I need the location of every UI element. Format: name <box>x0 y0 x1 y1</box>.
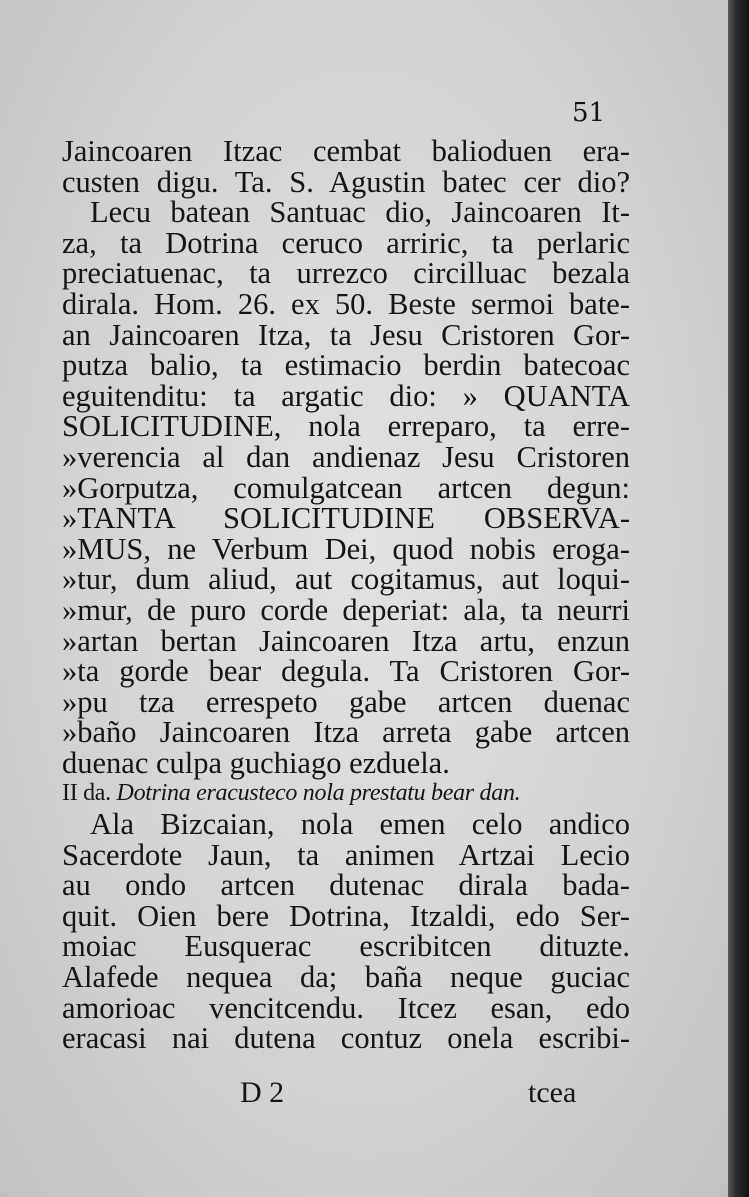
text-line: »MUS, ne Verbum Dei, quod nobis eroga- <box>62 531 630 566</box>
body-text <box>62 136 630 1054</box>
signature-mark: D 2 <box>240 1076 285 1109</box>
text-line: »baño Jaincoaren Itza arreta gabe artcen <box>62 715 630 750</box>
text-line: custen digu. Ta. S. Agustin batec cer dio? <box>62 164 630 199</box>
text-line: moiac Eusquerac escribitcen dituzte. <box>62 929 630 964</box>
text-line: eracasi nai dutena contuz onela escribi- <box>62 1021 630 1056</box>
text-line: eguitenditu: ta argatic dio: » QUANTA <box>62 378 630 413</box>
text-line: »TANTA SOLICITUDINE OBSERVA- <box>62 501 630 536</box>
text-line: amorioac vencitcendu. Itcez esan, edo <box>62 990 630 1025</box>
text-line: »Gorputza, comulgatcean artcen degun: <box>62 470 630 505</box>
text-line: preciatuenac, ta urrezco circilluac bezala <box>62 256 630 291</box>
catchword: tcea <box>528 1076 577 1109</box>
section-title: Dotrina eracusteco nola prestatu bear dan. <box>116 780 521 807</box>
text-line: quit. Oien bere Dotrina, Itzaldi, edo Ser- <box>62 898 630 933</box>
section-heading <box>62 778 630 809</box>
text-line: Lecu batean Santuac dio, Jaincoaren It- <box>90 195 630 230</box>
text-line: putza balio, ta estimacio berdin batecoac <box>62 348 630 383</box>
text-line: au ondo artcen dutenac dirala bada- <box>62 868 630 903</box>
page-footer <box>62 1076 630 1108</box>
section-number: II da. <box>62 780 111 807</box>
text-line: duenac culpa guchiago ezduela. <box>62 745 450 780</box>
text-line: Jaincoaren Itzac cembat balioduen era- <box>62 134 630 168</box>
text-line: »ta gorde bear degula. Ta Cristoren Gor- <box>62 654 630 689</box>
text-line: Sacerdote Jaun, ta animen Artzai Lecio <box>62 837 630 872</box>
text-line: Ala Bizcaian, nola emen celo andico <box>90 807 630 842</box>
text-line: dirala. Hom. 26. ex 50. Beste sermoi bate- <box>62 286 630 321</box>
text-line: za, ta Dotrina ceruco arriric, ta perlaric <box>62 225 630 260</box>
text-line: »tur, dum aliud, aut cogitamus, aut loqui- <box>62 562 630 597</box>
text-line: »mur, de puro corde deperiat: ala, ta neurri <box>62 592 630 627</box>
text-line: »pu tza errespeto gabe artcen duenac <box>62 684 630 719</box>
text-line: an Jaincoaren Itza, ta Jesu Cristoren Gor- <box>62 317 630 352</box>
text-line: SOLICITUDINE, nola erreparo, ta erre- <box>62 409 630 444</box>
page-number: 51 <box>572 98 606 128</box>
page-edge-shadow <box>728 0 749 1197</box>
text-line: »artan bertan Jaincoaren Itza artu, enzun <box>62 623 630 658</box>
text-line: Alafede nequea da; baña neque guciac <box>62 960 630 995</box>
text-line: »verencia al dan andienaz Jesu Cristoren <box>62 439 630 474</box>
